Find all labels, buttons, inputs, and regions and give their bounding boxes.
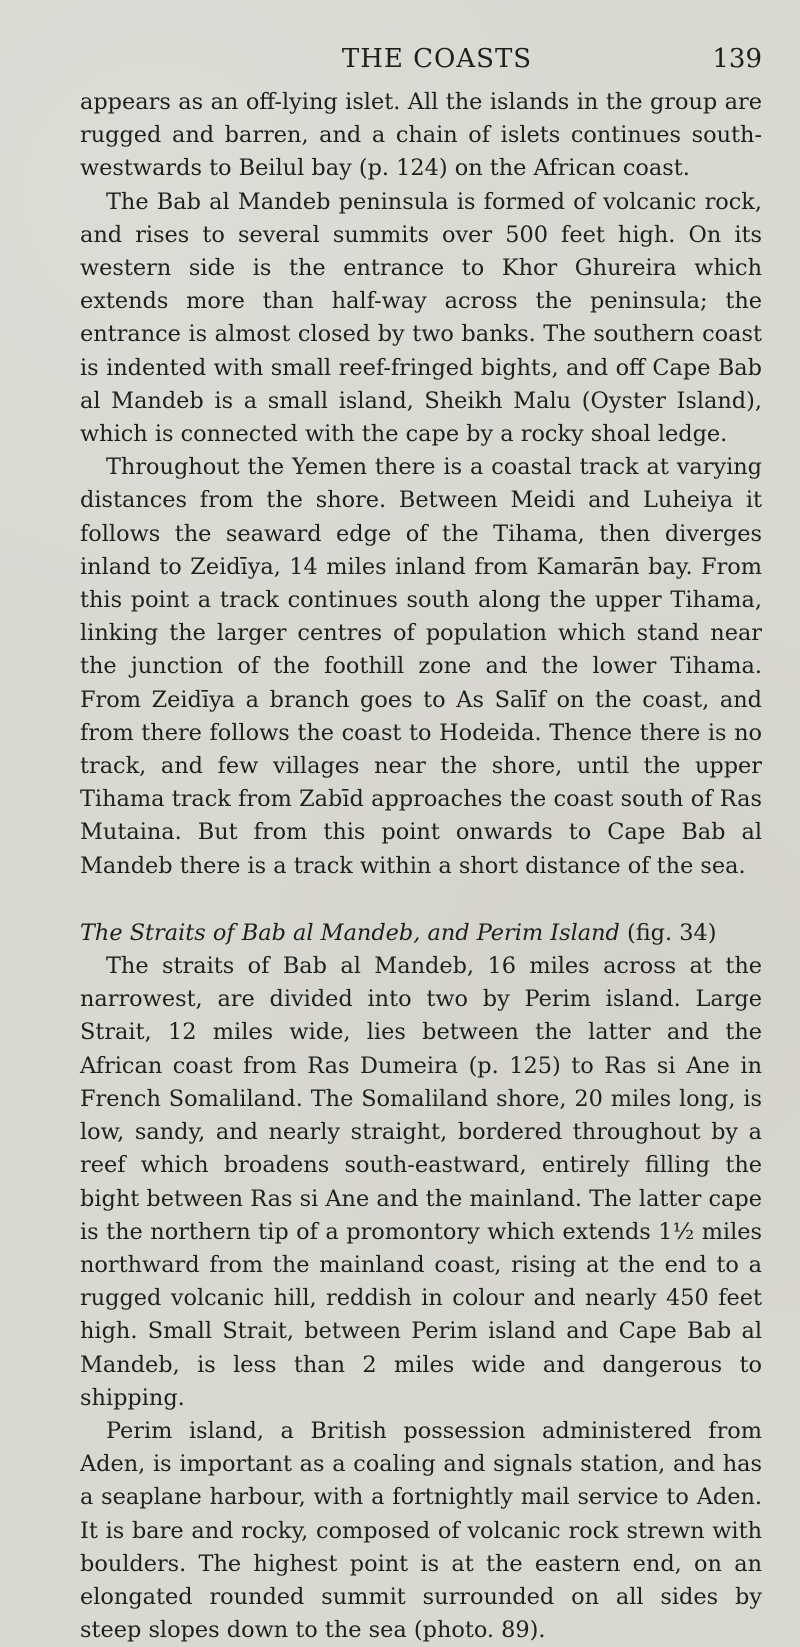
section-heading-title: The Straits of Bab al Mandeb, and Perim Island [80, 919, 620, 946]
section-heading [80, 917, 762, 950]
running-head [80, 44, 762, 84]
paragraph: appears as an off-lying islet. All the islands in the group are rugged and barren, and a chain of islets continues south-westwards to Beilul bay (p. 124) on the African coast. [80, 89, 762, 182]
running-title: THE COASTS [341, 44, 533, 74]
body-text [80, 86, 762, 1647]
paragraph: The straits of Bab al Mandeb, 16 miles across at the narrowest, are divided into two by Perim island. Large Strait, 12 miles wide, lies between the latter and the African coast from Ras Dumeira (p. 125) to Ras si Ane in French Somaliland. The Somaliland shore, 20 miles long, is low, sandy, and nearly straight, bordered throughout by a reef which broadens south-eastward, entirely filling the bight between Ras si Ane and the mainland. The latter cape is the northern tip of a promontory which extends 1½ miles northward from the mainland coast, rising at the end to a rugged volcanic hill, reddish in colour and nearly 450 feet high. Small Strait, between Perim island and Cape Bab al Mandeb, is less than 2 miles wide and dangerous to shipping. [80, 953, 762, 1411]
page-number: 139 [712, 44, 762, 74]
section-heading-figure-ref: (fig. 34) [626, 919, 717, 946]
paragraph: Throughout the Yemen there is a coastal track at varying distances from the shore. Between Meidi and Luheiya it follows the seaward edge of the Tihama, then diverges inland to Zeidīya, 14 miles inland from Kamarān bay. From this point a track continues south along the upper Tihama, linking the larger centres of population which stand near the junction of the foothill zone and the lower Tihama. From Zeidīya a branch goes to As Salīf on the coast, and from there follows the coast to Hodeida. Thence there is no track, and few villages near the shore, until the upper Tihama track from Zabīd approaches the coast south of Ras Mutaina. But from this point onwards to Cape Bab al Mandeb there is a track within a short distance of the sea. [80, 454, 762, 879]
paragraph: Perim island, a British possession administered from Aden, is important as a coaling and signals station, and has a seaplane harbour, with a fortnightly mail service to Aden. It is bare and rocky, composed of volcanic rock strewn with boulders. The highest point is at the eastern end, on an elongated rounded summit surrounded on all sides by steep slopes down to the sea (photo. 89). [80, 1417, 762, 1644]
paragraph: The Bab al Mandeb peninsula is formed of volcanic rock, and rises to several summits over 500 feet high. On its western side is the entrance to Khor Ghureira which extends more than half-way across the peninsula; the entrance is almost closed by two banks. The southern coast is indented with small reef-fringed bights, and off Cape Bab al Mandeb is a small island, Sheikh Malu (Oyster Island), which is connected with the cape by a rocky shoal ledge. [80, 188, 762, 448]
